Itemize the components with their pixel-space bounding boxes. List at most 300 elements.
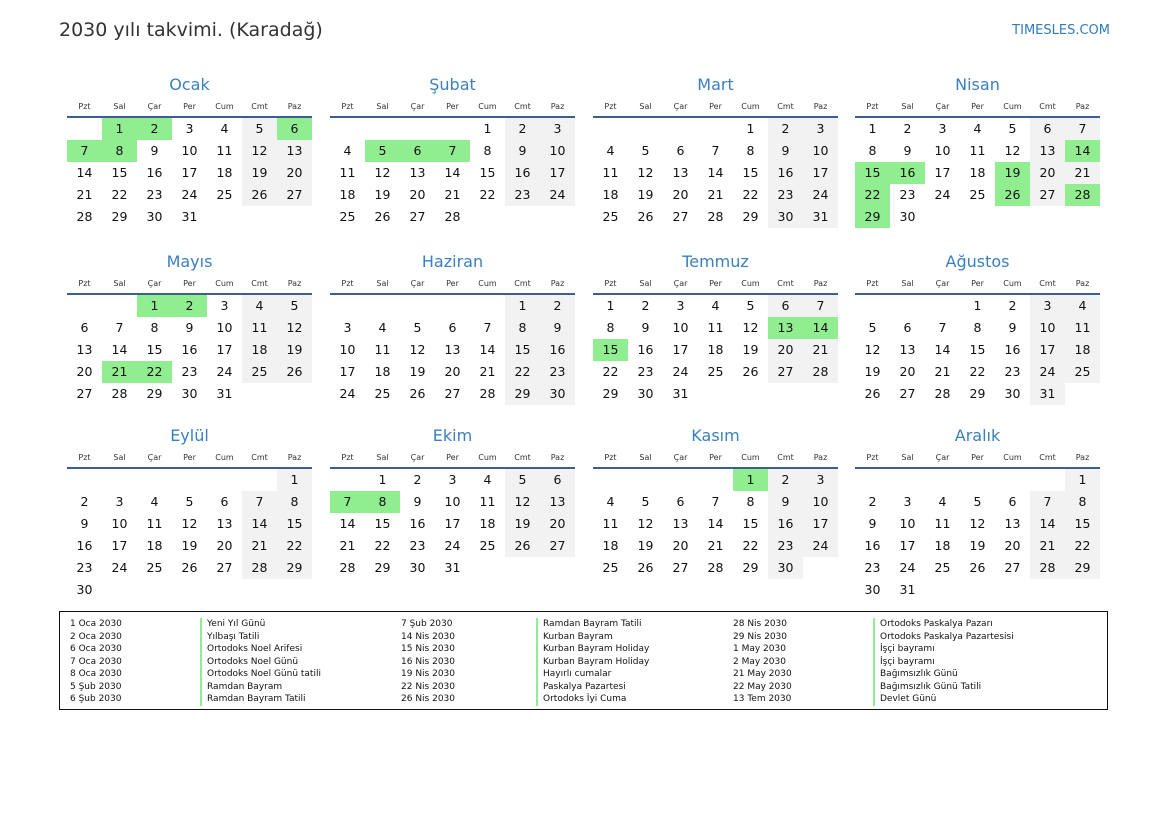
week-row — [330, 118, 575, 140]
day-cell: 3 — [803, 118, 838, 140]
weekday-header — [330, 100, 575, 118]
holiday-date: 29 Nis 2030 — [733, 631, 787, 642]
day-cell: 9 — [540, 317, 575, 339]
day-cell: 8 — [150, 320, 159, 335]
week-row — [330, 535, 575, 557]
day-cell: 18 — [374, 364, 391, 379]
day-cell: 15 — [277, 513, 312, 535]
day-cell: 31 — [444, 560, 461, 575]
day-cell: 30 — [181, 386, 198, 401]
weekday-header — [330, 451, 575, 469]
weekday-label: Cum — [741, 102, 760, 111]
day-cell: 11 — [707, 320, 724, 335]
weekday-label: Pzt — [341, 453, 354, 462]
day-cell: 22 — [277, 535, 312, 557]
day-cell: 5 — [185, 494, 194, 509]
month-11 — [593, 425, 838, 579]
weekday-label: Sal — [113, 453, 126, 462]
day-cell: 15 — [593, 339, 628, 361]
day-cell: 12 — [242, 140, 277, 162]
day-cell: 27 — [1030, 184, 1065, 206]
day-cell: 22 — [111, 187, 128, 202]
week-row — [855, 206, 1100, 228]
weekday-label: Sal — [639, 102, 652, 111]
day-cell: 6 — [448, 320, 457, 335]
holiday-date: 13 Tem 2030 — [733, 694, 792, 704]
day-cell: 16 — [76, 538, 93, 553]
day-cell: 8 — [606, 320, 615, 335]
day-cell: 11 — [339, 165, 356, 180]
day-cell: 24 — [672, 364, 689, 379]
holiday-date: 21 May 2030 — [733, 669, 792, 679]
day-cell: 30 — [899, 209, 916, 224]
day-cell: 12 — [637, 165, 654, 180]
day-cell: 8 — [277, 491, 312, 513]
holiday-date: 15 Nis 2030 — [401, 644, 455, 654]
day-cell: 13 — [1030, 140, 1065, 162]
week-row — [67, 118, 312, 140]
holiday-date: 26 Nis 2030 — [401, 694, 455, 704]
week-row — [593, 317, 838, 339]
day-cell: 10 — [339, 342, 356, 357]
day-cell: 14 — [111, 342, 128, 357]
weekday-label: Pzt — [341, 102, 354, 111]
day-cell: 26 — [374, 209, 391, 224]
empty-cell — [698, 469, 733, 491]
weekday-label: Cmt — [514, 453, 531, 462]
day-cell: 18 — [146, 538, 163, 553]
day-cell: 12 — [181, 516, 198, 531]
day-cell: 11 — [479, 494, 496, 509]
weekday-label: Cum — [215, 453, 234, 462]
weekday-label: Per — [183, 279, 196, 288]
day-cell: 15 — [146, 342, 163, 357]
day-cell: 1 — [1065, 469, 1100, 491]
day-cell: 14 — [803, 317, 838, 339]
day-cell: 22 — [505, 361, 540, 383]
day-cell: 22 — [1065, 535, 1100, 557]
day-cell: 18 — [707, 342, 724, 357]
day-cell: 21 — [76, 187, 93, 202]
weekday-label: Paz — [287, 102, 302, 111]
weekday-label: Pzt — [78, 453, 91, 462]
day-cell: 5 — [746, 298, 755, 313]
weekday-header — [67, 451, 312, 469]
day-cell: 8 — [973, 320, 982, 335]
day-cell: 26 — [409, 386, 426, 401]
week-row — [330, 206, 575, 228]
week-row — [330, 491, 575, 513]
day-cell: 3 — [185, 121, 194, 136]
weekday-label: Çar — [410, 453, 425, 462]
week-row — [67, 579, 312, 601]
day-cell: 21 — [1030, 535, 1065, 557]
weekday-label: Pzt — [78, 102, 91, 111]
holiday-date: 22 Nis 2030 — [401, 681, 455, 692]
day-cell: 6 — [277, 118, 312, 140]
day-cell: 30 — [409, 560, 426, 575]
weekday-label: Paz — [1075, 102, 1090, 111]
day-cell: 25 — [934, 560, 951, 575]
day-cell: 21 — [707, 538, 724, 553]
week-row — [855, 140, 1100, 162]
empty-cell — [628, 469, 663, 491]
day-cell: 8 — [365, 491, 400, 513]
holiday-date: 2 Oca 2030 — [70, 631, 122, 642]
week-row — [67, 140, 312, 162]
day-cell: 30 — [768, 557, 803, 579]
day-cell: 31 — [899, 582, 916, 597]
day-cell: 26 — [742, 364, 759, 379]
weekday-label: Cmt — [1039, 102, 1056, 111]
day-cell: 23 — [409, 538, 426, 553]
day-cell: 19 — [505, 513, 540, 535]
week-row — [855, 184, 1100, 206]
day-cell: 8 — [505, 317, 540, 339]
day-cell: 23 — [768, 184, 803, 206]
holiday-name: Yılbaşı Tatili — [200, 631, 321, 644]
day-cell: 17 — [444, 516, 461, 531]
month-6 — [330, 251, 575, 405]
day-cell: 30 — [768, 206, 803, 228]
week-row — [67, 557, 312, 579]
holiday-name: Bağımsızlık Günü Tatili — [873, 681, 1014, 694]
weekday-label: Paz — [1075, 453, 1090, 462]
empty-cell — [925, 469, 960, 491]
week-row — [593, 162, 838, 184]
day-cell: 21 — [707, 187, 724, 202]
day-cell: 16 — [864, 538, 881, 553]
empty-cell — [277, 383, 312, 405]
day-cell: 25 — [242, 361, 277, 383]
day-cell: 28 — [1065, 184, 1100, 206]
day-cell: 29 — [146, 386, 163, 401]
weekday-label: Sal — [113, 279, 126, 288]
day-cell: 28 — [707, 560, 724, 575]
holiday-date: 5 Şub 2030 — [70, 681, 122, 692]
day-cell: 19 — [242, 162, 277, 184]
weekday-label: Çar — [935, 102, 950, 111]
weekday-label: Pzt — [866, 102, 879, 111]
day-cell: 20 — [540, 513, 575, 535]
day-cell: 30 — [637, 386, 654, 401]
day-cell: 25 — [969, 187, 986, 202]
weekday-label: Cum — [215, 102, 234, 111]
week-row — [593, 469, 838, 491]
day-cell: 17 — [540, 162, 575, 184]
day-cell: 16 — [146, 165, 163, 180]
day-cell: 20 — [76, 364, 93, 379]
day-cell: 23 — [181, 364, 198, 379]
day-cell: 8 — [102, 140, 137, 162]
day-cell: 29 — [111, 209, 128, 224]
day-cell: 18 — [969, 165, 986, 180]
week-row — [855, 535, 1100, 557]
empty-cell — [855, 469, 890, 491]
day-cell: 7 — [711, 494, 720, 509]
day-cell: 5 — [641, 494, 650, 509]
day-cell: 5 — [413, 320, 422, 335]
empty-cell — [207, 206, 242, 228]
empty-cell — [803, 557, 838, 579]
empty-cell — [102, 469, 137, 491]
day-cell: 19 — [637, 187, 654, 202]
day-cell: 15 — [111, 165, 128, 180]
day-cell: 29 — [855, 206, 890, 228]
weekday-label: Per — [709, 102, 722, 111]
week-row — [330, 469, 575, 491]
day-cell: 23 — [768, 535, 803, 557]
day-cell: 14 — [707, 165, 724, 180]
weekday-label: Çar — [147, 102, 162, 111]
day-cell: 26 — [242, 184, 277, 206]
weekday-header — [330, 277, 575, 295]
weekday-label: Paz — [287, 453, 302, 462]
day-cell: 30 — [864, 582, 881, 597]
month-name: Aralık — [954, 426, 1001, 445]
day-cell: 6 — [1008, 494, 1017, 509]
empty-cell — [1065, 383, 1100, 405]
holiday-date: 1 May 2030 — [733, 644, 786, 654]
weekday-label: Pzt — [866, 279, 879, 288]
weekday-label: Cmt — [777, 453, 794, 462]
empty-cell — [733, 383, 768, 405]
day-cell: 16 — [768, 162, 803, 184]
day-cell: 8 — [868, 143, 877, 158]
weekday-label: Pzt — [604, 453, 617, 462]
holiday-date: 8 Oca 2030 — [70, 669, 122, 679]
day-cell: 22 — [742, 187, 759, 202]
holiday-names-col-2 — [536, 618, 649, 706]
weekday-label: Çar — [935, 453, 950, 462]
day-cell: 7 — [242, 491, 277, 513]
holiday-name: Yeni Yıl Günü — [200, 618, 321, 631]
day-cell: 16 — [637, 342, 654, 357]
week-row — [593, 491, 838, 513]
month-name: Şubat — [429, 75, 476, 94]
day-cell: 24 — [934, 187, 951, 202]
day-cell: 17 — [803, 162, 838, 184]
weekday-label: Cum — [478, 102, 497, 111]
day-cell: 26 — [864, 386, 881, 401]
day-cell: 30 — [146, 209, 163, 224]
weekday-label: Paz — [550, 279, 565, 288]
week-row — [855, 513, 1100, 535]
day-cell: 16 — [505, 162, 540, 184]
empty-cell — [330, 469, 365, 491]
day-cell: 21 — [803, 339, 838, 361]
day-cell: 10 — [803, 140, 838, 162]
day-cell: 13 — [409, 165, 426, 180]
day-cell: 26 — [181, 560, 198, 575]
day-cell: 10 — [672, 320, 689, 335]
day-cell: 24 — [899, 560, 916, 575]
empty-cell — [67, 118, 102, 140]
empty-cell — [855, 295, 890, 317]
week-row — [855, 469, 1100, 491]
empty-cell — [925, 206, 960, 228]
empty-cell — [698, 383, 733, 405]
weekday-label: Cum — [478, 453, 497, 462]
day-cell: 1 — [102, 118, 137, 140]
day-cell: 31 — [1030, 383, 1065, 405]
holiday-name: Paskalya Pazartesi — [536, 681, 649, 694]
weekday-label: Cum — [478, 279, 497, 288]
weekday-label: Cmt — [1039, 279, 1056, 288]
day-cell: 24 — [540, 184, 575, 206]
day-cell: 26 — [637, 209, 654, 224]
day-cell: 2 — [172, 295, 207, 317]
day-cell: 2 — [413, 472, 422, 487]
day-cell: 3 — [903, 494, 912, 509]
weekday-label: Cmt — [514, 279, 531, 288]
day-cell: 14 — [707, 516, 724, 531]
page-title: 2030 yılı takvimi. (Karadağ) — [59, 19, 323, 41]
day-cell: 20 — [1030, 162, 1065, 184]
day-cell: 7 — [330, 491, 365, 513]
weekday-label: Pzt — [604, 102, 617, 111]
week-row — [67, 295, 312, 317]
day-cell: 18 — [1065, 339, 1100, 361]
day-cell: 18 — [339, 187, 356, 202]
day-cell: 12 — [505, 491, 540, 513]
empty-cell — [1030, 469, 1065, 491]
holiday-date: 6 Oca 2030 — [70, 644, 122, 654]
day-cell: 27 — [899, 386, 916, 401]
weekday-label: Per — [446, 102, 459, 111]
day-cell: 10 — [1030, 317, 1065, 339]
empty-cell — [995, 206, 1030, 228]
empty-cell — [67, 295, 102, 317]
day-cell: 11 — [374, 342, 391, 357]
day-cell: 12 — [374, 165, 391, 180]
day-cell: 1 — [378, 472, 387, 487]
weekday-label: Cmt — [777, 102, 794, 111]
weekday-label: Pzt — [866, 453, 879, 462]
day-cell: 29 — [742, 209, 759, 224]
month-name: Ağustos — [945, 252, 1010, 271]
holiday-legend — [59, 611, 1108, 710]
day-cell: 31 — [672, 386, 689, 401]
day-cell: 25 — [479, 538, 496, 553]
weekday-label: Pzt — [604, 279, 617, 288]
day-cell: 27 — [1004, 560, 1021, 575]
month-1 — [67, 74, 312, 228]
day-cell: 9 — [1008, 320, 1017, 335]
day-cell: 6 — [676, 494, 685, 509]
weekday-label: Paz — [550, 453, 565, 462]
empty-cell — [663, 118, 698, 140]
day-cell: 23 — [76, 560, 93, 575]
day-cell: 20 — [444, 364, 461, 379]
day-cell: 15 — [742, 516, 759, 531]
day-cell: 11 — [934, 516, 951, 531]
day-cell: 2 — [137, 118, 172, 140]
day-cell: 13 — [216, 516, 233, 531]
day-cell: 30 — [76, 582, 93, 597]
week-row — [67, 513, 312, 535]
day-cell: 26 — [505, 535, 540, 557]
weekday-header — [67, 100, 312, 118]
empty-cell — [1030, 579, 1065, 601]
day-cell: 2 — [768, 469, 803, 491]
empty-cell — [663, 469, 698, 491]
day-cell: 28 — [444, 209, 461, 224]
weekday-label: Çar — [147, 453, 162, 462]
day-cell: 16 — [768, 513, 803, 535]
day-cell: 14 — [934, 342, 951, 357]
day-cell: 5 — [505, 469, 540, 491]
holiday-date: 1 Oca 2030 — [70, 619, 122, 629]
day-cell: 11 — [216, 143, 233, 158]
day-cell: 4 — [378, 320, 387, 335]
day-cell: 2 — [768, 118, 803, 140]
empty-cell — [102, 295, 137, 317]
day-cell: 20 — [768, 339, 803, 361]
holiday-date: 19 Nis 2030 — [401, 669, 455, 679]
empty-cell — [960, 206, 995, 228]
week-row — [593, 295, 838, 317]
day-cell: 4 — [150, 494, 159, 509]
empty-cell — [540, 206, 575, 228]
weekday-label: Çar — [147, 279, 162, 288]
day-cell: 22 — [742, 538, 759, 553]
day-cell: 23 — [540, 361, 575, 383]
day-cell: 27 — [277, 184, 312, 206]
day-cell: 24 — [181, 187, 198, 202]
week-row — [593, 513, 838, 535]
weekday-label: Per — [971, 102, 984, 111]
week-row — [593, 383, 838, 405]
day-cell: 19 — [374, 187, 391, 202]
holiday-date: 7 Oca 2030 — [70, 656, 122, 667]
day-cell: 6 — [903, 320, 912, 335]
month-name: Mart — [697, 75, 734, 94]
week-row — [330, 383, 575, 405]
day-cell: 10 — [899, 516, 916, 531]
weekday-header — [855, 277, 1100, 295]
day-cell: 7 — [483, 320, 492, 335]
brand-link[interactable]: TIMESLES.COM — [1012, 23, 1110, 38]
day-cell: 25 — [1065, 361, 1100, 383]
day-cell: 19 — [277, 339, 312, 361]
day-cell: 22 — [969, 364, 986, 379]
day-cell: 9 — [868, 516, 877, 531]
day-cell: 1 — [973, 298, 982, 313]
weekday-label: Sal — [639, 453, 652, 462]
weekday-label: Cum — [1003, 453, 1022, 462]
day-cell: 21 — [242, 535, 277, 557]
day-cell: 22 — [479, 187, 496, 202]
day-cell: 24 — [339, 386, 356, 401]
empty-cell — [242, 469, 277, 491]
month-3 — [593, 74, 838, 228]
holiday-name: İşçi bayramı — [873, 656, 1014, 669]
day-cell: 1 — [137, 295, 172, 317]
day-cell: 29 — [969, 386, 986, 401]
month-8 — [855, 251, 1100, 405]
weekday-label: Çar — [410, 279, 425, 288]
empty-cell — [995, 469, 1030, 491]
day-cell: 10 — [540, 140, 575, 162]
day-cell: 3 — [220, 298, 229, 313]
day-cell: 7 — [803, 295, 838, 317]
day-cell: 26 — [995, 184, 1030, 206]
day-cell: 4 — [938, 494, 947, 509]
day-cell: 10 — [216, 320, 233, 335]
day-cell: 23 — [1004, 364, 1021, 379]
holiday-name: Ramdan Bayram Tatili — [200, 693, 321, 706]
